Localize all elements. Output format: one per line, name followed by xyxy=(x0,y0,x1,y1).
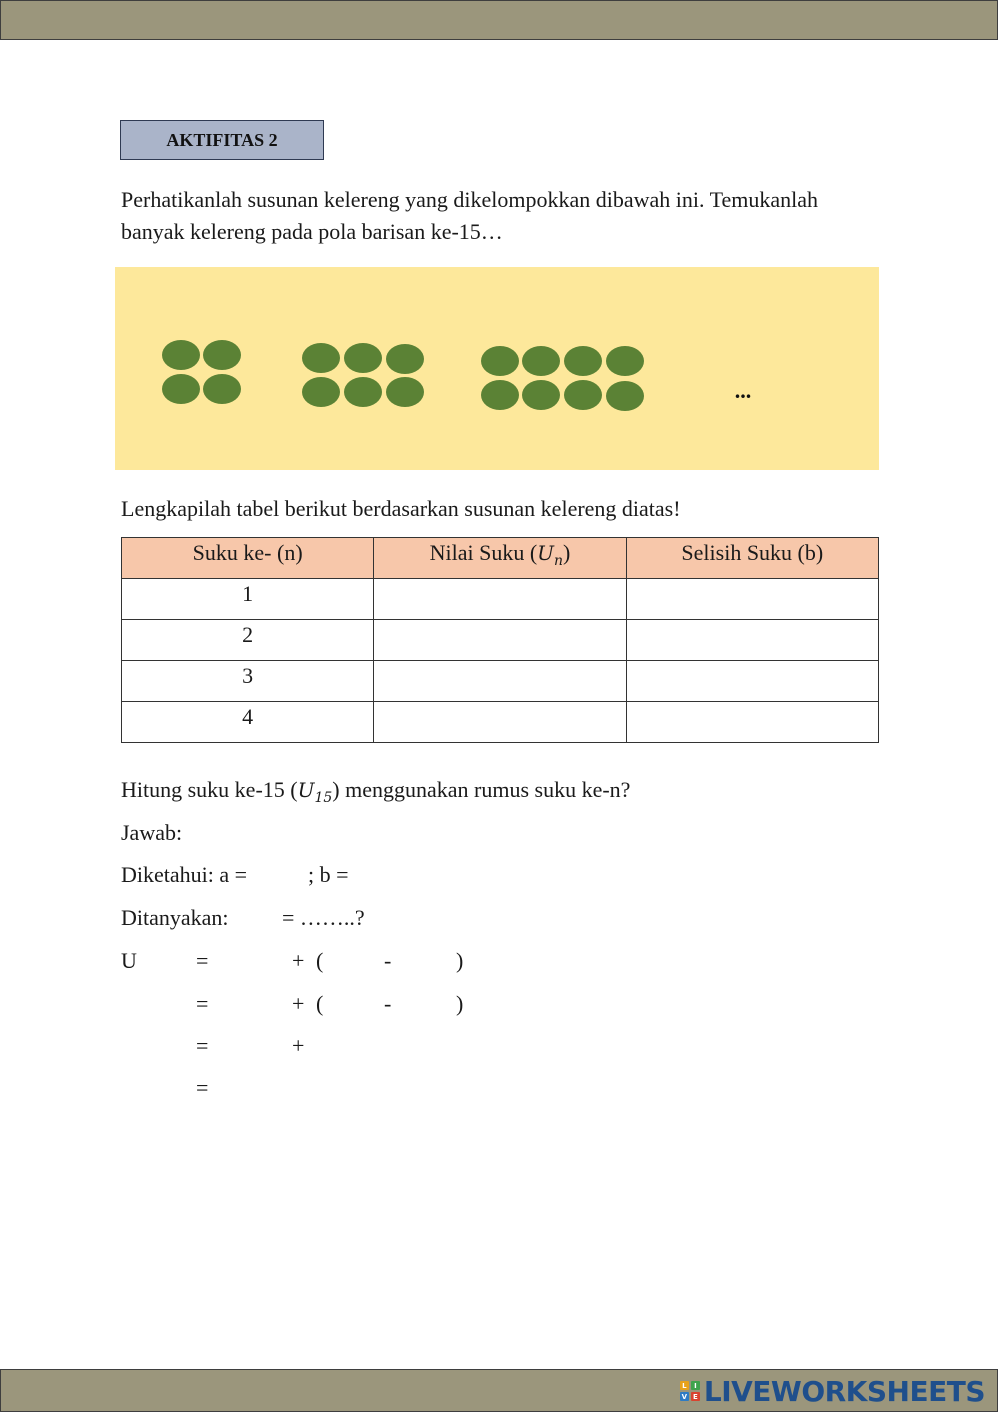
question-text: Hitung suku ke-15 $(U_{15})$ menggunakan rumus suku ke-n? xyxy=(121,777,631,806)
formula-minus: - xyxy=(384,991,392,1016)
header-term-number: Suku ke- (n) xyxy=(122,538,374,579)
marble-group-1 xyxy=(162,340,241,404)
header-term-difference: Selisih Suku (b) xyxy=(626,538,878,579)
marble xyxy=(481,346,519,376)
marble-panel xyxy=(115,267,879,470)
continuation-dots: ... xyxy=(734,378,752,403)
formula-equals: = xyxy=(196,1033,209,1058)
formula-u: U xyxy=(121,948,137,973)
cell-term-value[interactable] xyxy=(374,579,626,620)
formula-open-paren: ( xyxy=(316,948,324,973)
table-header-row xyxy=(122,538,879,579)
table-row xyxy=(122,579,879,620)
asked-value: = ……..? xyxy=(282,905,365,930)
marble xyxy=(162,340,200,370)
header-term-value xyxy=(374,538,626,579)
marble xyxy=(564,346,602,376)
marble-illustration xyxy=(115,267,879,470)
formula-close-paren: ) xyxy=(456,948,464,973)
formula-equals: = xyxy=(196,948,209,973)
header-term-value-var: $U_n$ xyxy=(537,541,564,569)
marble xyxy=(522,346,560,376)
formula-minus: - xyxy=(384,948,392,973)
sequence-table xyxy=(121,537,879,743)
cell-term-number: 1 xyxy=(122,579,374,620)
liveworksheets-logo[interactable] xyxy=(680,1376,985,1406)
formula-plus: + xyxy=(292,1033,305,1058)
marble xyxy=(203,340,241,370)
marble xyxy=(302,343,340,373)
table-instruction: Lengkapilah tabel berikut berdasarkan susunan kelereng diatas! xyxy=(121,496,681,521)
cell-term-value[interactable] xyxy=(374,620,626,661)
marble xyxy=(481,380,519,410)
cell-term-difference[interactable] xyxy=(626,620,878,661)
answer-label: Jawab: xyxy=(121,820,183,845)
marble xyxy=(564,380,602,410)
header-term-value-prefix: Nilai Suku ( xyxy=(429,540,538,565)
marble xyxy=(522,380,560,410)
known-b-label: ; b = xyxy=(308,862,349,887)
cell-term-difference[interactable] xyxy=(626,702,878,743)
logo-text: LIVEWORKSHEETS xyxy=(703,1374,985,1408)
table-row xyxy=(122,661,879,702)
cell-term-difference[interactable] xyxy=(626,579,878,620)
table-row xyxy=(122,620,879,661)
cell-term-number: 4 xyxy=(122,702,374,743)
footer-banner xyxy=(0,1369,998,1412)
formula-open-paren: ( xyxy=(316,991,324,1016)
logo-grid-icon: L I V E xyxy=(680,1381,700,1401)
cell-term-value[interactable] xyxy=(374,702,626,743)
asked-label: Ditanyakan: xyxy=(121,905,229,930)
marble xyxy=(344,377,382,407)
marble xyxy=(203,374,241,404)
marble-group-3 xyxy=(481,346,644,411)
top-banner xyxy=(0,0,998,40)
cell-term-difference[interactable] xyxy=(626,661,878,702)
header-term-value-suffix: ) xyxy=(563,540,571,565)
formula-equals: = xyxy=(196,1075,209,1100)
table-row xyxy=(122,702,879,743)
formula-plus: + xyxy=(292,948,305,973)
marble xyxy=(162,374,200,404)
formula-plus: + xyxy=(292,991,305,1016)
marble xyxy=(386,344,424,374)
formula-close-paren: ) xyxy=(456,991,464,1016)
marble xyxy=(302,377,340,407)
question-var: $U_{15}$ xyxy=(297,778,333,806)
marble xyxy=(606,381,644,411)
marble-group-2 xyxy=(302,343,424,407)
intro-text: Perhatikanlah susunan kelereng yang dikelompokkan dibawah ini. Temukanlah banyak kelereng pada pola barisan ke-15… xyxy=(121,187,818,244)
formula-equals: = xyxy=(196,991,209,1016)
cell-term-number: 3 xyxy=(122,661,374,702)
marble xyxy=(344,343,382,373)
cell-term-value[interactable] xyxy=(374,661,626,702)
marble xyxy=(606,346,644,376)
activity-title: AKTIFITAS 2 xyxy=(120,120,324,160)
known-label: Diketahui: a = xyxy=(121,862,248,887)
cell-term-number: 2 xyxy=(122,620,374,661)
marble xyxy=(386,377,424,407)
